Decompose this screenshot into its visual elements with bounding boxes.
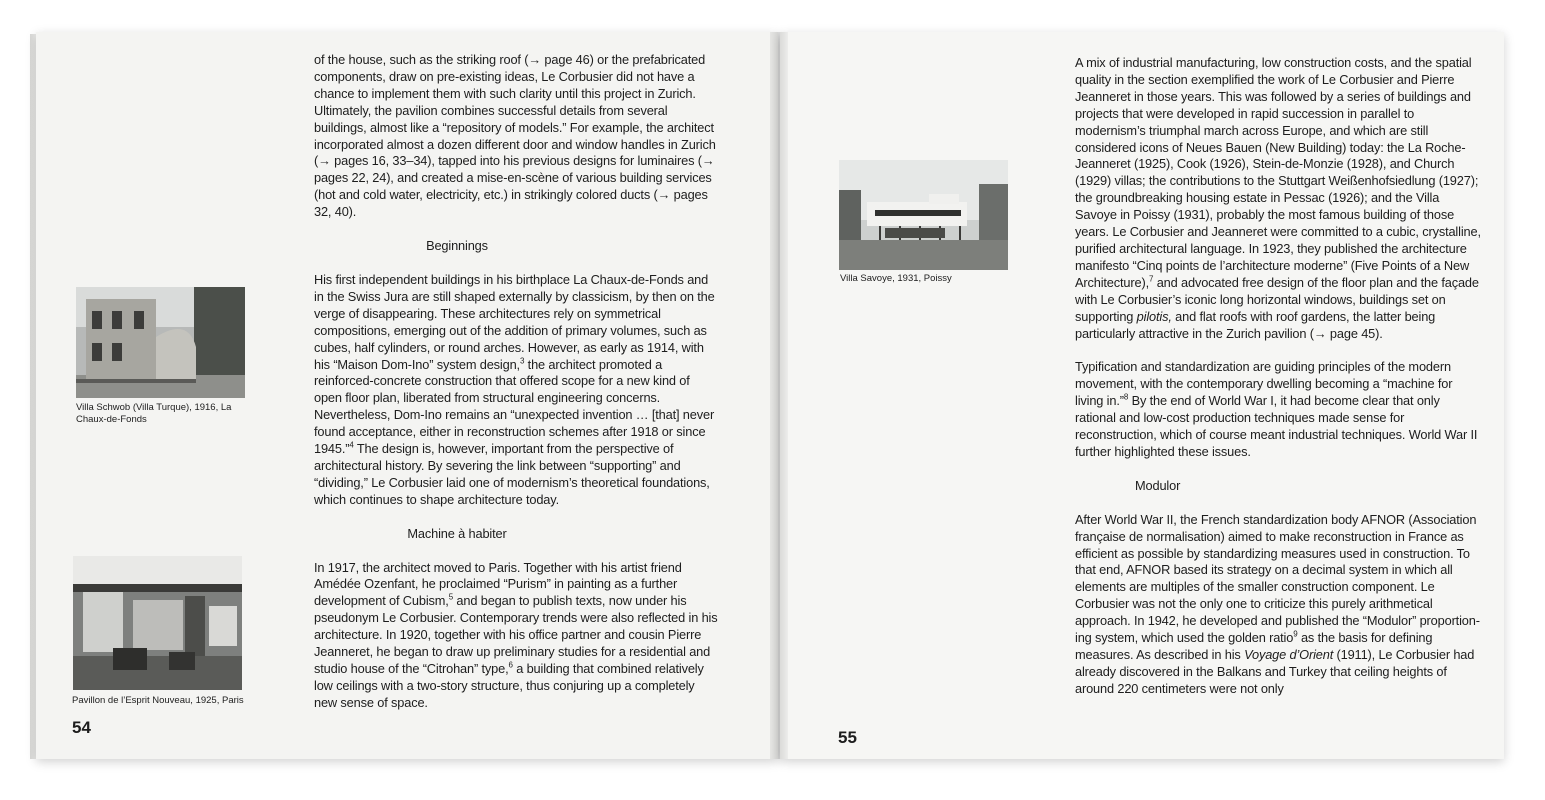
page-number-right: 55 [838, 728, 857, 747]
villa-schwob-photo [76, 287, 245, 398]
right-paragraph-2a: Typification and standardization are guiding principles of the modern movement, with the contemporary dwelling becoming a “machine for living in.” [1075, 359, 1453, 409]
left-paragraph-3c: a building that combined relatively low ceilings with a two-story structure, thus conjuring up a completely new sense of space. [314, 661, 704, 710]
right-paragraph-3c: (1911), Le Corbusier had already discovered in the Balkans and Turkey that ceiling heights of around 220 centimeters were not only [1075, 647, 1475, 696]
left-paragraph-2c: The design is, however, important from the perspective of architectural history. By severing the link between “supporting” and “dividing,” Le Corbusier laid one of modernism’s theoretical foundations, which continues to shape architecture today. [314, 441, 710, 507]
caption-esprit-nouveau: Pavillon de l’Esprit Nouveau, 1925, Paris [72, 695, 244, 706]
book-gutter [770, 32, 788, 759]
heading-beginnings: Beginnings [426, 238, 488, 254]
esprit-nouveau-photo [73, 556, 242, 690]
right-paragraph-2b: By the end of World War I, it had become clear that only rational and low-cost production techniques made sense for reconstruction, which of course meant industrial techniques. World War II further highlighted these issues. [1075, 393, 1478, 459]
right-paragraph-3b: as the basis for defining measures. As described in his [1075, 630, 1433, 662]
right-paragraph-3a: After World War II, the French standardization body AFNOR (Association française de normalisation) aimed to make reconstruction in France as efficient as possible by standardizing measures used in construction. To that end, AFNOR based its strategy on a decimal system in which all elements are multiples of the smaller construction component. Le Corbusier was not the only one to criticize this purely arithmetical approach. In 1942, he developed and published the “Modulor” proportioning system, which used the golden ratio [1075, 511, 1480, 646]
esprit-nouveau-image [73, 556, 242, 690]
left-paragraph-2b: the architect promoted a reinforced-concrete construction that offered scope for a new kind of open floor plan, liberated from structural engineering concerns. Nevertheless, Dom-Ino remains an “unexpected invention … [that] never found acceptance, either in reconstruction schemes after 1918 or since 1945.” [314, 356, 715, 457]
footnote-7: 7 [1149, 274, 1154, 284]
footnote-8: 8 [1123, 392, 1129, 402]
right-paragraph-1a: A mix of industrial manufacturing, low construction costs, and the spatial quality in the section exemplified the work of Le Corbusier and Pierre Jeanneret in those years. This was followed by a series of buildings and projects that were developed in rapid succession in parallel to modernism’s triumphal march across Europe, and which are still considered icons of Neues Bauen (New Building) today: the La Roche-Jeanneret (1925), Cook (1926), Stein-de-Monzie (1928), and Church (1929) villas; the contributions to the Stuttgart Weißenhofsiedlung (1927); the groundbreaking housing estate in Pessac (1926); and the Villa Savoye in Poissy (1931), probably the most famous building of those years. Le Corbusier and Jeanneret were committed to a cubic, crystalline, purified architectural language. In 1923, they published the architecture manifesto “Cinq points de l’architecture moderne” (Five Points of a New Architecture), [1075, 55, 1481, 290]
right-paragraph-1c: and flat roofs with roof gardens, the latter being particularly attractive in the Zurich pavilion (→ page 45). [1075, 308, 1436, 341]
footnote-4: 4 [349, 440, 354, 450]
right-paragraph-3-em: Voyage d’Orient [1244, 647, 1334, 662]
heading-modulor: Modulor [1135, 477, 1181, 493]
right-paragraph-1b: and advocated free design of the floor plan and the façade with Le Corbusier’s iconic long horizontal windows, buildings set on supporting [1075, 274, 1479, 324]
page-number-left: 54 [72, 718, 91, 737]
left-paragraph-3a: In 1917, the architect moved to Paris. Together with his artist friend Amédée Ozenfant, he proclaimed “Purism” in painting as a further development of Cubism, [314, 559, 682, 609]
heading-machine-a-habiter: Machine à habiter [407, 525, 507, 541]
left-paragraph-3 [314, 560, 720, 712]
right-paragraph-2 [1075, 359, 1481, 460]
right-paragraph-1-em: pilotis, [1136, 308, 1172, 324]
villa-schwob-image [76, 287, 245, 398]
left-paragraph-3b: and began to publish texts, now under his pseudonym Le Corbusier. Contemporary trends were also reflected in his architecture. In 1920, together with his office partner and cousin Pierre Jeanneret, he began to draw up preliminary studies for a residential and studio house of the “Citrohan” type, [314, 593, 718, 676]
left-paragraph-2a: His first independent buildings in his birthplace La Chaux-de-Fonds and in the Swiss Jura are still shaped externally by classicism, by then on the verge of disappearing. These architectures rely on symmetrical compositions, emerging out of the addition of primary volumes, such as cubes, half cylinders, or round arches. However, as early as 1914, with his “Maison Dom-Ino” system design, [314, 271, 715, 372]
left-text-column [314, 52, 720, 712]
villa-savoye-photo [839, 160, 1008, 270]
villa-savoye-image [839, 160, 1008, 270]
left-paragraph-1: of the house, such as the striking roof (→ page 46) or the prefabricated components, draw on pre-existing ideas, Le Corbusier did not have a chance to implement them with such clarity until this project in Zurich. Ultimately, the pavilion combines successful details from several buildings, almost like a “repository of models.” For example, the architect incorporated almost a dozen different door and window handles in Zurich (→ pages 16, 33–34), tapped into his previous designs for luminaires (→ pages 22, 24), and created a mise-en-scène of various building services (hot and cold water, electricity, etc.) in strikingly colored ducts (→ pages 32, 40). [314, 52, 716, 220]
footnote-5: 5 [448, 593, 454, 603]
caption-villa-schwob: Villa Schwob (Villa Turque), 1916, La Chaux-de-Fonds [76, 402, 232, 425]
footnote-9: 9 [1293, 629, 1298, 639]
footnote-3: 3 [519, 356, 525, 366]
right-paragraph-1 [1075, 55, 1481, 342]
right-text-column [1075, 55, 1481, 698]
caption-villa-savoye: Villa Savoye, 1931, Poissy [840, 273, 952, 284]
right-paragraph-3 [1075, 512, 1481, 698]
left-paragraph-2 [314, 272, 720, 509]
footnote-6: 6 [508, 660, 513, 670]
